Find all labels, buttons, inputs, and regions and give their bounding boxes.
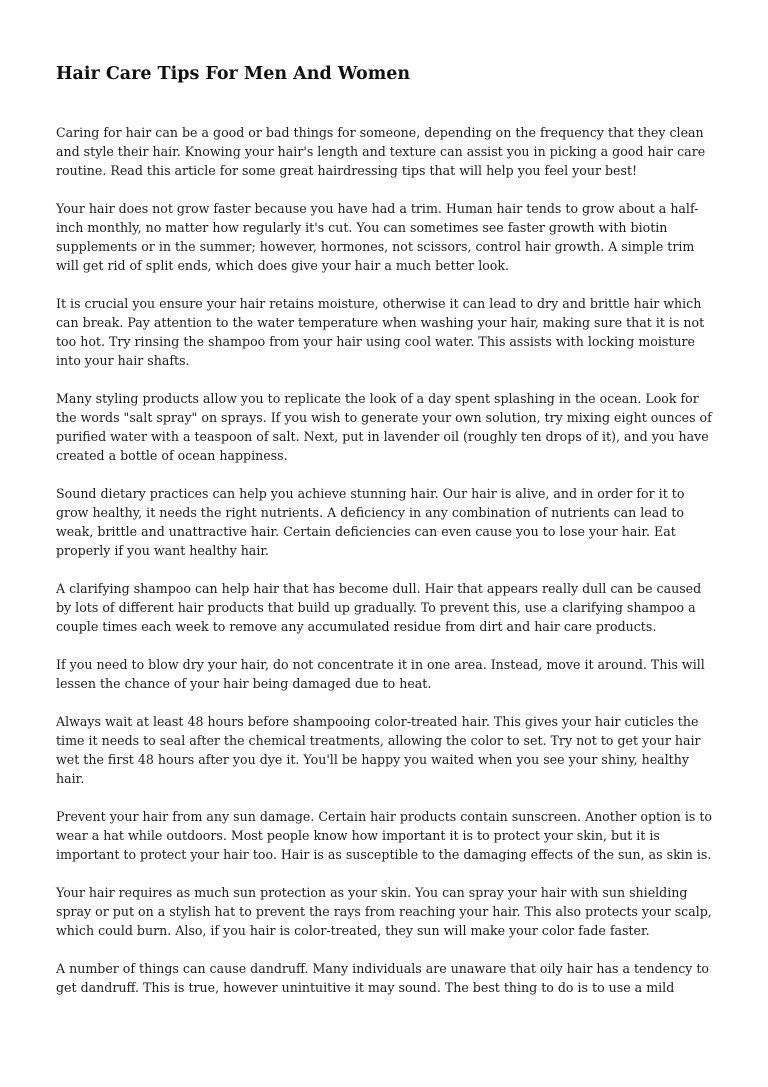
paragraph: A number of things can cause dandruff. Many individuals are unaware that oily hair has a tendency to get dandruff. This is true, however unintuitive it may sound. The best thing to do is to use a mild <box>56 961 710 995</box>
paragraph: Many styling products allow you to replicate the look of a day spent splashing in the ocean. Look for the words "salt spray" on sprays. If you wish to generate your own solution, try mixing eight ounces of purified water with a teaspoon of salt. Next, put in lavender oil (roughly ten drops of it), and you have created a bottle of ocean happiness. <box>56 391 712 463</box>
paragraph: Caring for hair can be a good or bad things for someone, depending on the frequency that they clean and style their hair. Knowing your hair's length and texture can assist you in picking a good hair care routine. Read this article for some great hairdressing tips that will help you feel your best! <box>56 125 706 178</box>
paragraph: Sound dietary practices can help you achieve stunning hair. Our hair is alive, and in order for it to grow healthy, it needs the right nutrients. A deficiency in any combination of nutrients can lead to weak, brittle and unattractive hair. Certain deficiencies can even cause you to lose your hair. Eat properly if you want healthy hair. <box>56 486 685 558</box>
paragraph: It is crucial you ensure your hair retains moisture, otherwise it can lead to dry and brittle hair which can break. Pay attention to the water temperature when washing your hair, making sure that it is not too hot. Try rinsing the shampoo from your hair using cool water. This assists with locking moisture into your hair shafts. <box>56 296 705 368</box>
document-title: Hair Care Tips For Men And Women <box>56 64 411 84</box>
paragraph: Your hair does not grow faster because you have had a trim. Human hair tends to grow about a half-inch monthly, no matter how regularly it's cut. You can sometimes see faster growth with biotin supplements or in the summer; however, hormones, not scissors, control hair growth. A simple trim will get rid of split ends, which does give your hair a much better look. <box>56 201 699 273</box>
paragraph: Always wait at least 48 hours before shampooing color-treated hair. This gives your hair cuticles the time it needs to seal after the chemical treatments, allowing the color to set. Try not to get your hair wet the first 48 hours after you dye it. You'll be happy you waited when you see your shiny, healthy hair. <box>56 714 701 786</box>
paragraph: A clarifying shampoo can help hair that has become dull. Hair that appears really dull can be caused by lots of different hair products that build up gradually. To prevent this, use a clarifying shampoo a couple times each week to remove any accumulated residue from dirt and hair care products. <box>56 581 702 634</box>
paragraph: If you need to blow dry your hair, do not concentrate it in one area. Instead, move it around. This will lessen the chance of your hair being damaged due to heat. <box>56 657 705 691</box>
document-body <box>56 123 712 997</box>
paragraph: Prevent your hair from any sun damage. Certain hair products contain sunscreen. Another option is to wear a hat while outdoors. Most people know how important it is to protect your skin, but it is important to protect your hair too. Hair is as susceptible to the damaging effects of the sun, as skin is. <box>56 809 712 862</box>
paragraph: Your hair requires as much sun protection as your skin. You can spray your hair with sun shielding spray or put on a stylish hat to prevent the rays from reaching your hair. This also protects your scalp, which could burn. Also, if you hair is color-treated, they sun will make your color fade faster. <box>56 885 712 938</box>
